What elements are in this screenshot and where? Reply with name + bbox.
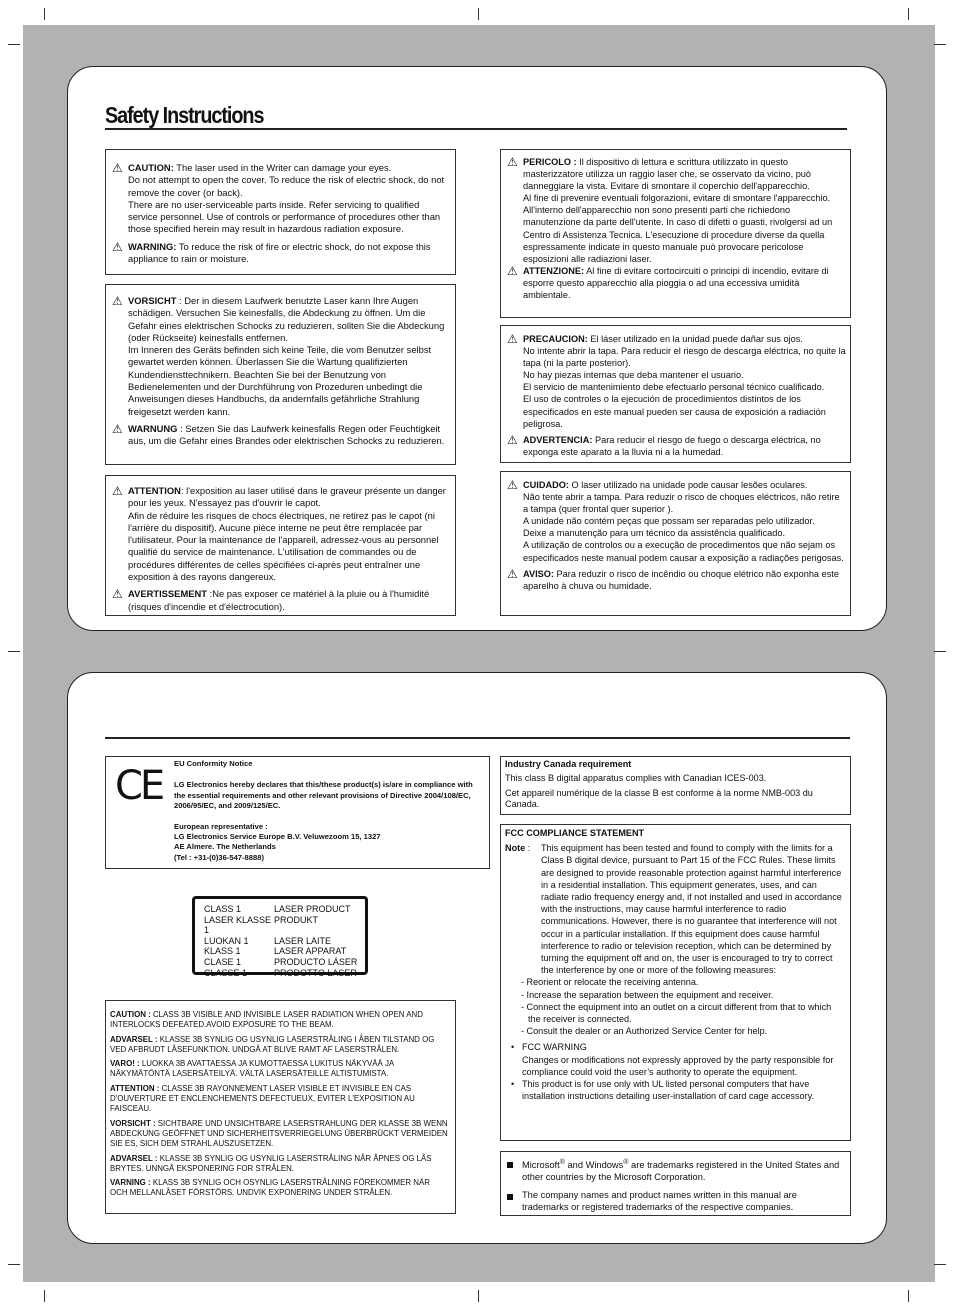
crop-mark bbox=[44, 1290, 45, 1302]
fcc-measure-item: - Consult the dealer or an Authorized Service Center for help. bbox=[521, 1026, 768, 1037]
warning-triangle-icon: ⚠ bbox=[112, 161, 123, 175]
crop-mark bbox=[908, 8, 909, 20]
aviso-entry: ⚠ AVISO: Para reduzir o risco de incêndio ou choque elétrico não exponha este aparelho à chuva ou humidade. bbox=[507, 566, 839, 591]
eu-declaration: LG Electronics hereby declares that this/these product(s) is/are in compliance with the essential requirements and other relevant provisions of Directive 2004/108/EC, 2006/95/EC, and 2009/125/EC. bbox=[174, 780, 473, 811]
crop-mark bbox=[478, 1290, 479, 1302]
class3b-entry: ATTENTION : CLASSE 3B RAYONNEMENT LASER VISIBLE ET INVISIBLE EN CAS D'OUVERTURE ET ENCLENCHEMENTS DEFECTUEUX, EVITER L'EXPOSITION AU FAISCEAU. bbox=[110, 1083, 415, 1114]
warning-triangle-icon: ⚠ bbox=[112, 587, 123, 602]
fcc-measure-item: - Reorient or relocate the receiving antenna. bbox=[521, 977, 699, 988]
laser-label-row: CLASE 1 PRODUCTO LÁSER bbox=[204, 956, 358, 967]
laser-label-row: KLASS 1 LASER APPARAT bbox=[204, 946, 347, 957]
laser-label-row: LASER KLASSE 1 PRODUKT bbox=[204, 914, 319, 936]
fcc-ul bbox=[505, 1078, 844, 1102]
precaucion-entry: ⚠ PRECAUCION: El láser utilizado en la unidad puede dañar sus ojos. No intente abrir la tapa. Para reducir el riesgo de descarga eléctrica, no quite la tapa (ni la parte posterior). No hay piezas internas que deba mantener el usuario. El servicio de mantenimiento debe efectuarlo personal técnico cualificado. El uso de controles o la ejecución de procedimientos distintos de los especificados en este manual pueden ser causa de exposición a radiación peligrosa. bbox=[507, 332, 846, 429]
warning-box-french bbox=[105, 475, 456, 616]
fcc-measure-item: - Increase the separation between the equipment and receiver. bbox=[521, 989, 774, 1000]
laser-label-row: CLASSE 1 PRODOTTO LASER bbox=[204, 967, 357, 978]
ce-mark: CE bbox=[115, 763, 163, 809]
canada-english: This class B digital apparatus complies with Canadian ICES-003. bbox=[505, 772, 767, 783]
section-rule bbox=[105, 737, 850, 739]
class3b-entry: ADVARSEL : KLASSE 3B SYNLIG OG USYNLIG LASERSTRÅLING I ÅBEN TILSTAND OG VED AFBRUDT LÅSEFUNKTION. UNDGÅ AT BLIVE RAMT AF LASERSTRÅLEN. bbox=[110, 1034, 435, 1054]
bullet-icon: • bbox=[511, 1042, 515, 1053]
attention-entry: ⚠ ATTENTION: l'exposition au laser utilisé dans le graveur présente un danger pour les yeux. N'essayez pas d'ouvrir le capot. Afin de réduire les risques de chocs électriques, ne retirez pas le capot (ni l'arrière du dispositif). Aucune pièce interne ne peut être remplacée par l'utilisateur. Pour la maintenance de l'appareil, adressez-vous au personnel qualifié du service de maintenance. L'utilisation de commandes ou de procédures différentes de celles spécifiées ci-après peut entraîner une exposition à des rayons dangereux. bbox=[112, 484, 446, 583]
laser-product-label bbox=[192, 896, 368, 978]
crop-mark bbox=[908, 1290, 909, 1302]
warning-box-german bbox=[105, 284, 456, 465]
fcc-ul-text: This product is for use only with UL listed personal computers that have installation instructions detailing user-installation of card cage accessory. bbox=[522, 1079, 814, 1102]
pericolo-entry: ⚠ PERICOLO : Il dispositivo di lettura e scrittura utilizzato in questo masterizzatore utilizza un raggio laser che, se osservato da vicino, può danneggiare la vista. Evitare di smontare il coperchio dell'apparecchio. Al fine di prevenire eventuali folgorazioni, evitare di smontare l'apparecchio. All'interno dell'apparecchio non sono presenti parti che richiedono manutenzione da parte dell'utente. In caso di difetti o guasti, rivolgersi ad un Centro di Assistenza Tecnica. L'esecuzione di procedure diverse da quella espressamente indicate in questo manuale può provocare pericolose esposizioni alle radiazioni laser. bbox=[507, 155, 833, 264]
class3b-entry: VARO! : LUOKKA 3B AVATTAESSA JA KUMOTTAESSA LUKITUS NÄKYVÄÄ JA NÄKYMÄTÖNTÄ LASERSÄTEILYÄ. VÄLTÄ LASERSÄTEILLE ALTISTUMISTA. bbox=[110, 1059, 394, 1079]
advertencia-entry: ⚠ ADVERTENCIA: Para reducir el riesgo de fuego o descarga eléctrica, no exponga este aparato a la lluvia ni a la humedad. bbox=[507, 432, 821, 457]
fcc-note-label: Note bbox=[505, 843, 526, 854]
class3b-warning-box bbox=[105, 1000, 456, 1214]
warning-triangle-icon: ⚠ bbox=[112, 294, 123, 308]
trademarks-box bbox=[500, 1151, 851, 1216]
eu-rep-line: LG Electronics Service Europe B.V. Veluwezoom 15, 1327 bbox=[174, 832, 381, 842]
warning-triangle-icon: ⚠ bbox=[112, 484, 123, 498]
trademark-item: The company names and product names written in this manual are trademarks or registered trademarks of the respective companies. bbox=[505, 1189, 844, 1214]
square-bullet-icon bbox=[507, 1162, 513, 1168]
warning-triangle-icon: ⚠ bbox=[507, 263, 518, 278]
fcc-warning-title: FCC WARNING bbox=[522, 1042, 587, 1053]
square-bullet-icon bbox=[507, 1194, 513, 1200]
crop-mark bbox=[8, 1264, 20, 1265]
fcc-measure-item: - Connect the equipment into an outlet on a circuit different from that to which the receiver is connected. bbox=[521, 1001, 832, 1025]
class3b-entry: ADVARSEL : KLASSE 3B SYNLIG OG USYNLIG LASERSTRÅLING NÅR ÅPNES OG LÅS BRYTES. UNNGÅ EKSPONERING FOR STRÅLEN. bbox=[110, 1153, 432, 1173]
industry-canada-box bbox=[500, 756, 851, 815]
eu-rep-line: AE Almere. The Netherlands bbox=[174, 842, 276, 852]
cuidado-entry: ⚠ CUIDADO: O laser utilizado na unidade pode causar lesões oculares. Não tente abrir a tampa. Para reduzir o risco de choques eléctricos, não retire a tampa (quer frontal quer superior ). A unidade não contém peças que possam ser reparadas pelo utilizador. Deixe a manutenção para um técnico da assistência qualificado. A utilização de controlos ou a execução de procedimentos que não sejam os especificados neste manual podem causar a exposição a radiações perigosas. bbox=[507, 478, 844, 563]
warning-box-portuguese bbox=[500, 471, 851, 616]
warning-triangle-icon: ⚠ bbox=[507, 155, 518, 169]
eu-heading: EU Conformity Notice bbox=[174, 759, 253, 768]
eu-rep-line: (Tel : +31-(0)36-547-8888) bbox=[174, 852, 264, 862]
eu-rep-title: European representative : bbox=[174, 821, 268, 831]
fcc-warning-text: Changes or modifications not expressly approved by the party responsible for compliance could void the user’s authority to operate the equipment. bbox=[522, 1054, 834, 1077]
warning-triangle-icon: ⚠ bbox=[507, 332, 518, 346]
fcc-heading: FCC COMPLIANCE STATEMENT bbox=[505, 828, 645, 838]
crop-mark bbox=[934, 651, 946, 652]
fcc-warning bbox=[505, 1041, 844, 1078]
warning-box-italian bbox=[500, 149, 851, 318]
warning-triangle-icon: ⚠ bbox=[112, 421, 123, 436]
crop-mark bbox=[934, 1264, 946, 1265]
fcc-measures bbox=[505, 976, 844, 1037]
title-rule bbox=[105, 128, 847, 130]
avertissement-entry: ⚠ AVERTISSEMENT :Ne pas exposer ce matériel à la pluie ou à l'humidité (risques d'incendie et d'électrocution). bbox=[112, 587, 430, 612]
eu-conformity-box bbox=[105, 756, 490, 869]
warnung-entry: ⚠ WARNUNG : Setzen Sie das Laufwerk keinesfalls Regen oder Feuchtigkeit aus, um die Gefahr eines Brandes oder elektrischen Schocks zu reduzieren. bbox=[112, 421, 445, 447]
warning-entry: ⚠ WARNING: To reduce the risk of fire or electric shock, do not expose this appliance to rain or moisture. bbox=[112, 239, 431, 265]
fcc-note-text: This equipment has been tested and found to comply with the limits for a Class B digital device, pursuant to Part 15 of the FCC Rules. These limits are designed to provide reasonable protection against harmful interference in a residential installation. This equipment generates, uses, and can radiate radio frequency energy and, if not installed and used in accordance with the instructions, may cause harmful interference to radio communications. However, there is no guarantee that interference will not occur in a particular installation. If this equipment does cause harmful interference to radio or television reception, which can be determined by turning the equipment off and on, the user is encouraged to try to correct the interference by one or more of the following measures: bbox=[541, 843, 842, 976]
class3b-entry: VARNING : KLASS 3B SYNLIG OCH OSYNLIG LASERSTRÅLNING FÖREKOMMER NÄR OCH MELLANLÅSET FÖRSTÖRS. UNDVIK EXPONERING UNDER STRÅLEN. bbox=[110, 1178, 430, 1198]
attenzione-entry: ⚠ ATTENZIONE: Al fine di evitare cortocircuiti o principi di incendio, evitare di esporre questo apparecchio alla pioggia o ad una eccessiva umidità ambientale. bbox=[507, 263, 829, 301]
vorsicht-entry: ⚠ VORSICHT : Der in diesem Laufwerk benutzte Laser kann Ihre Augen schädigen. Versuchen Sie keinesfalls, die Abdeckung zu öffnen. Um die Gefahr eines elektrischen Schocks zu reduzieren, sollten Sie die Abdeckung (oder Rückseite) keinesfalls entfernen. Im Inneren des Geräts befinden sich keine Teile, die vom Benutzer selbst gewartet werden können. Überlassen Sie die Wartung qualifizierten Kundendiensttechnikern. Beachten Sie bei der Benutzung von Bedienelementen und der Durchführung von Prozeduren unbedingt die Anweisungen dieses Handbuchs, da andernfalls gefährliche Strahlung freigesetzt werden kann. bbox=[112, 294, 445, 417]
caution-entry: ⚠ CAUTION: The laser used in the Writer can damage your eyes. Do not attempt to open the cover. To reduce the risk of electric shock, do not remove the cover (or back). There are no user-serviceable parts inside. Refer servicing to qualified service personnel. Use of controls or performance of procedures other than those specified herein may result in hazardous radiation exposure. bbox=[112, 161, 445, 235]
warning-triangle-icon: ⚠ bbox=[507, 478, 518, 492]
canada-french: Cet appareil numérique de la classe B est conforme à la norme NMB-003 du Canada. bbox=[505, 787, 813, 810]
fcc-statement-box bbox=[500, 824, 851, 1141]
warning-triangle-icon: ⚠ bbox=[112, 239, 123, 254]
class3b-entry: CAUTION : CLASS 3B VISIBLE AND INVISIBLE LASER RADIATION WHEN OPEN AND INTERLOCKS DEFEATED.AVOID EXPOSURE TO THE BEAM. bbox=[110, 1010, 423, 1030]
crop-mark bbox=[478, 8, 479, 20]
crop-mark bbox=[44, 8, 45, 20]
warning-triangle-icon: ⚠ bbox=[507, 432, 518, 447]
laser-label-row: LUOKAN 1 LASER LAITE bbox=[204, 935, 332, 946]
crop-mark bbox=[8, 651, 20, 652]
bullet-icon: • bbox=[511, 1079, 515, 1090]
warning-box-english bbox=[105, 149, 456, 275]
trademark-item: Microsoft® and Windows® are trademarks registered in the United States and other countries by the Microsoft Corporation. bbox=[505, 1157, 844, 1184]
class3b-entry: VORSICHT : SICHTBARE UND UNSICHTBARE LASERSTRAHLUNG DER KLASSE 3B WENN ABDECKUNG GEÖFFNET UND SICHERHEITSVERRIEGELUNG ÜBERBRÜCKT VERMEIDEN SIE ES, SICH DEM STRAHL AUSZUSETZEN. bbox=[110, 1118, 448, 1149]
crop-mark bbox=[934, 44, 946, 45]
warning-box-spanish bbox=[500, 325, 851, 463]
laser-label-row: CLASS 1 LASER PRODUCT bbox=[204, 904, 351, 914]
canada-heading: Industry Canada requirement bbox=[505, 759, 632, 769]
crop-mark bbox=[8, 44, 20, 45]
warning-triangle-icon: ⚠ bbox=[507, 566, 518, 581]
page-title: Safety Instructions bbox=[105, 102, 264, 128]
eu-text bbox=[174, 759, 479, 863]
fcc-note: Note : This equipment has been tested and found to comply with the limits for a Class B digital device, pursuant to Part 15 of the FCC Rules. These limits are designed to provide reasonable protection against harmful interference in a residential installation. This equipment generates, uses, and can radiate radio frequency energy and, if not installed and used in accordance with the instructions, may cause harmful interference to radio communications. However, there is no guarantee that interference will not occur in a particular installation. If this equipment does cause harmful interference to radio or television reception, which can be determined by turning the equipment off and on, the user is encouraged to try to correct the interference by one or more of the following measures: bbox=[505, 843, 842, 976]
